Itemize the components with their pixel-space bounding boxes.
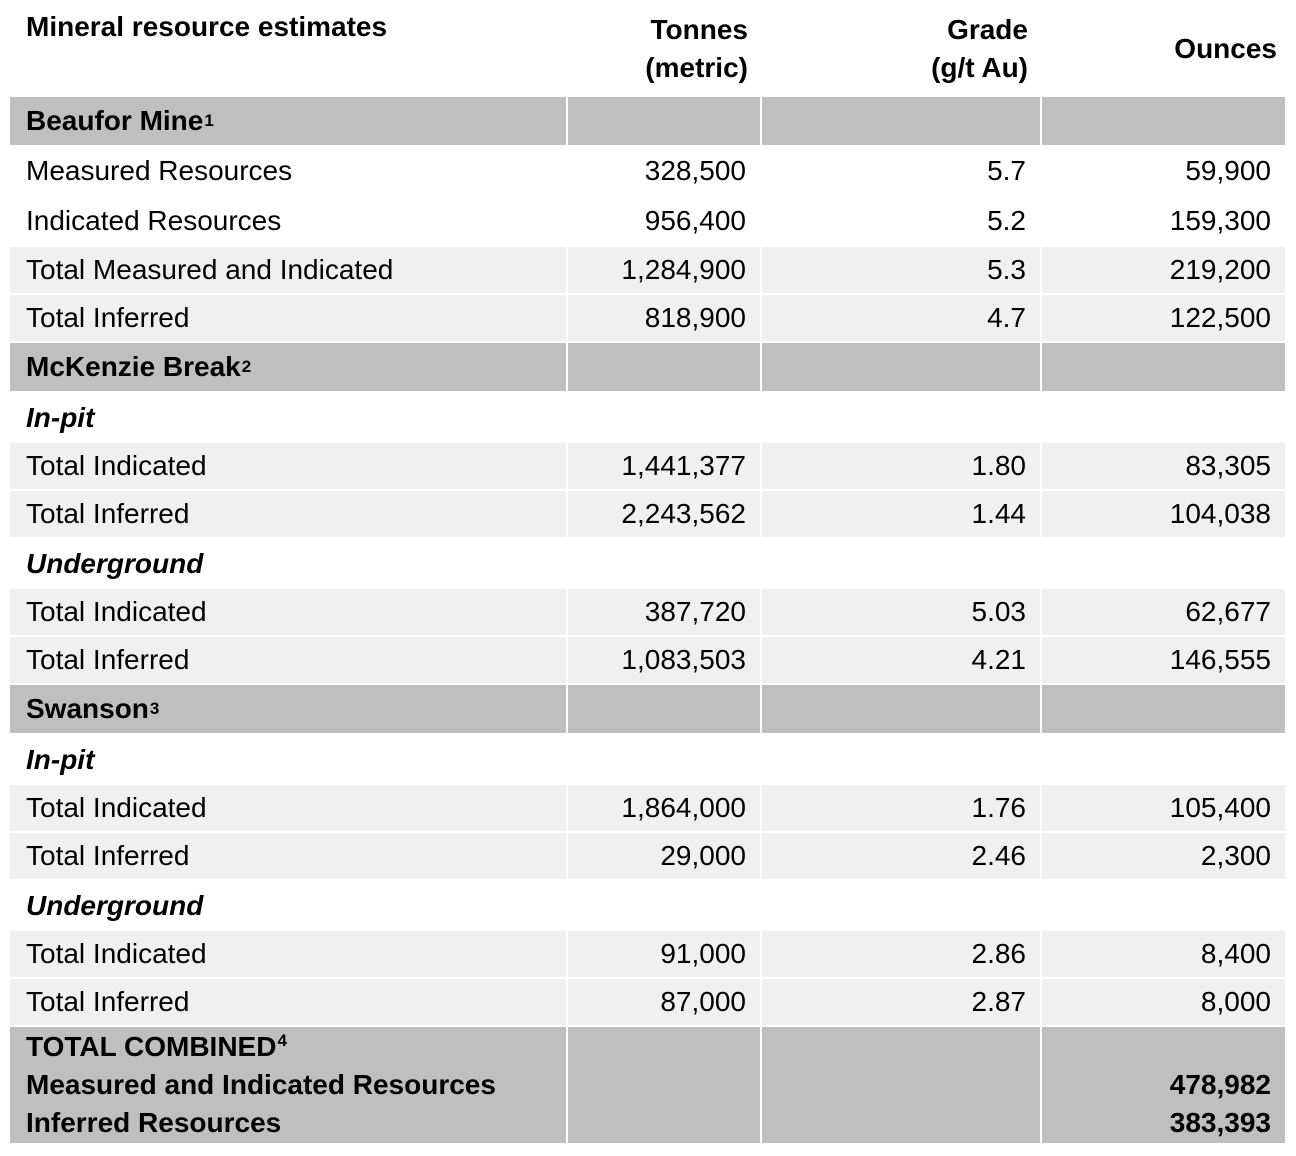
empty-cell bbox=[1040, 393, 1285, 443]
footnote-marker: 4 bbox=[277, 1030, 287, 1050]
empty-cell bbox=[760, 97, 1040, 145]
total-combined-title bbox=[26, 1028, 287, 1066]
tonnes-value: 91,000 bbox=[566, 931, 760, 977]
total-combined-ounces bbox=[1040, 1027, 1285, 1143]
ounces-value: 159,300 bbox=[1040, 197, 1285, 245]
table-row-total-measured-indicated bbox=[10, 247, 1285, 295]
row-label: Total Indicated bbox=[26, 792, 207, 824]
subgroup-header-underground bbox=[10, 539, 1285, 589]
tonnes-value: 1,083,503 bbox=[566, 637, 760, 683]
empty-cell bbox=[566, 97, 760, 145]
grade-value: 1.80 bbox=[760, 443, 1040, 489]
ounces-value: 2,300 bbox=[1040, 833, 1285, 879]
total-combined-title-text: TOTAL COMBINED bbox=[26, 1031, 277, 1062]
row-label: Total Inferred bbox=[26, 498, 190, 530]
empty-cell bbox=[566, 393, 760, 443]
row-label: Indicated Resources bbox=[26, 205, 282, 237]
tonnes-value: 87,000 bbox=[566, 979, 760, 1025]
grade-value: 1.76 bbox=[760, 785, 1040, 831]
tonnes-value: 1,864,000 bbox=[566, 785, 760, 831]
tonnes-value: 1,441,377 bbox=[566, 443, 760, 489]
column-header-grade-line1: Grade bbox=[947, 13, 1028, 45]
empty-cell bbox=[760, 393, 1040, 443]
ounces-value: 219,200 bbox=[1040, 247, 1285, 293]
table-row-total-inferred bbox=[10, 833, 1285, 881]
grade-value: 5.3 bbox=[760, 247, 1040, 293]
total-measured-indicated-label: Measured and Indicated Resources bbox=[26, 1069, 496, 1100]
row-label: Total Indicated bbox=[26, 450, 207, 482]
column-header-tonnes-line2: (metric) bbox=[645, 51, 748, 83]
grade-value: 2.86 bbox=[760, 931, 1040, 977]
table-row-total-inferred bbox=[10, 637, 1285, 685]
column-header-ounces: Ounces bbox=[1040, 0, 1285, 97]
section-label: Beaufor Mine 1 bbox=[26, 105, 214, 137]
empty-cell bbox=[566, 735, 760, 785]
empty-cell bbox=[566, 685, 760, 733]
empty-cell bbox=[566, 343, 760, 391]
row-label: Total Inferred bbox=[26, 302, 190, 334]
tonnes-value: 387,720 bbox=[566, 589, 760, 635]
section-name: McKenzie Break bbox=[26, 351, 241, 383]
subgroup-label: In-pit bbox=[26, 744, 95, 776]
table-row-total-inferred bbox=[10, 295, 1285, 343]
mineral-resource-table bbox=[10, 0, 1285, 1143]
empty-cell bbox=[760, 539, 1040, 589]
row-label: Total Indicated bbox=[26, 596, 207, 628]
empty-cell bbox=[566, 1027, 760, 1143]
tonnes-value: 2,243,562 bbox=[566, 491, 760, 537]
subgroup-label: Underground bbox=[26, 548, 204, 580]
tonnes-value: 29,000 bbox=[566, 833, 760, 879]
column-header-tonnes bbox=[566, 0, 760, 97]
grade-value: 4.21 bbox=[760, 637, 1040, 683]
row-label: Total Inferred bbox=[26, 644, 190, 676]
empty-cell bbox=[760, 1027, 1040, 1143]
total-combined-labels bbox=[10, 1027, 566, 1143]
tonnes-value: 1,284,900 bbox=[566, 247, 760, 293]
row-label: Total Measured and Indicated bbox=[26, 254, 394, 286]
subgroup-header-underground bbox=[10, 881, 1285, 931]
section-header-swanson bbox=[10, 685, 1285, 735]
total-measured-indicated-ounces: 478,982 bbox=[1169, 1069, 1271, 1100]
empty-cell bbox=[1040, 881, 1285, 931]
subgroup-header-in-pit bbox=[10, 393, 1285, 443]
empty-cell bbox=[1040, 735, 1285, 785]
table-row-total-inferred bbox=[10, 491, 1285, 539]
ounces-value: 104,038 bbox=[1040, 491, 1285, 537]
section-label: McKenzie Break 2 bbox=[26, 351, 252, 383]
subgroup-header-in-pit bbox=[10, 735, 1285, 785]
tonnes-value: 328,500 bbox=[566, 147, 760, 195]
grade-value: 2.46 bbox=[760, 833, 1040, 879]
row-label: Total Inferred bbox=[26, 986, 190, 1018]
column-header-tonnes-line1: Tonnes bbox=[650, 13, 748, 45]
section-name: Beaufor Mine bbox=[26, 105, 204, 137]
empty-cell bbox=[1040, 539, 1285, 589]
table-row-total-indicated bbox=[10, 589, 1285, 637]
ounces-value: 62,677 bbox=[1040, 589, 1285, 635]
empty-cell bbox=[1040, 97, 1285, 145]
empty-cell bbox=[760, 735, 1040, 785]
table-row-indicated-resources bbox=[10, 197, 1285, 247]
empty-cell bbox=[760, 881, 1040, 931]
table-row-total-indicated bbox=[10, 785, 1285, 833]
row-label: Total Indicated bbox=[26, 938, 207, 970]
tonnes-value: 818,900 bbox=[566, 295, 760, 341]
tonnes-value: 956,400 bbox=[566, 197, 760, 245]
empty-cell bbox=[1040, 685, 1285, 733]
empty-cell bbox=[1040, 343, 1285, 391]
ounces-value: 122,500 bbox=[1040, 295, 1285, 341]
grade-value: 5.2 bbox=[760, 197, 1040, 245]
section-header-beaufor-mine bbox=[10, 97, 1285, 147]
table-row-measured-resources bbox=[10, 147, 1285, 197]
grade-value: 4.7 bbox=[760, 295, 1040, 341]
total-combined-section bbox=[10, 1027, 1285, 1143]
row-label: Measured Resources bbox=[26, 155, 293, 187]
section-header-mckenzie-break bbox=[10, 343, 1285, 393]
table-row-total-indicated bbox=[10, 443, 1285, 491]
total-inferred-ounces: 383,393 bbox=[1169, 1107, 1271, 1138]
grade-value: 5.03 bbox=[760, 589, 1040, 635]
empty-cell bbox=[760, 343, 1040, 391]
total-inferred-label: Inferred Resources bbox=[26, 1107, 282, 1138]
ounces-value: 83,305 bbox=[1040, 443, 1285, 489]
empty-cell bbox=[760, 685, 1040, 733]
ounces-value: 105,400 bbox=[1040, 785, 1285, 831]
empty-cell bbox=[566, 881, 760, 931]
ounces-value: 59,900 bbox=[1040, 147, 1285, 195]
ounces-value: 8,400 bbox=[1040, 931, 1285, 977]
grade-value: 2.87 bbox=[760, 979, 1040, 1025]
section-label: Swanson 3 bbox=[26, 693, 160, 725]
ounces-value: 8,000 bbox=[1040, 979, 1285, 1025]
subgroup-label: Underground bbox=[26, 890, 204, 922]
column-header-grade-line2: (g/t Au) bbox=[931, 51, 1028, 83]
empty-cell bbox=[566, 539, 760, 589]
grade-value: 1.44 bbox=[760, 491, 1040, 537]
row-label: Total Inferred bbox=[26, 840, 190, 872]
table-row-total-indicated bbox=[10, 931, 1285, 979]
column-header-grade bbox=[760, 0, 1040, 97]
subgroup-label: In-pit bbox=[26, 402, 95, 434]
table-header-row bbox=[10, 0, 1285, 97]
table-title: Mineral resource estimates bbox=[26, 11, 388, 42]
table-row-total-inferred bbox=[10, 979, 1285, 1027]
section-name: Swanson bbox=[26, 693, 149, 725]
grade-value: 5.7 bbox=[760, 147, 1040, 195]
ounces-value: 146,555 bbox=[1040, 637, 1285, 683]
